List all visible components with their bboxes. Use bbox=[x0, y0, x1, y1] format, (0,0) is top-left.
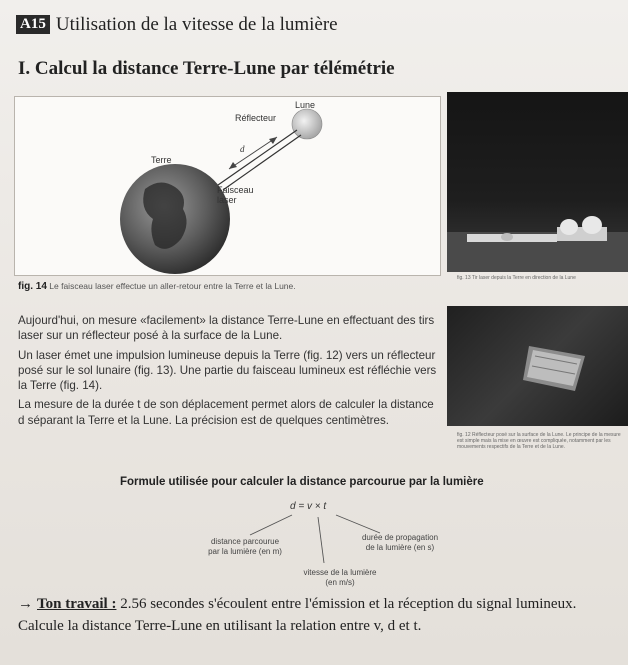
formula-title: Formule utilisée pour calculer la distance parcourue par la lumière bbox=[120, 476, 484, 488]
label-distance: d bbox=[240, 144, 245, 154]
earth-moon-diagram bbox=[15, 97, 440, 275]
distance-arrow bbox=[229, 137, 277, 169]
figure-12-photo bbox=[447, 306, 628, 426]
observatory-photo bbox=[447, 92, 628, 272]
moon-globe bbox=[292, 109, 322, 139]
figure-12-caption: fig. 12 Réflecteur posé sur la surface de la Lune. Le principe de la mesure est simple mais la mise en œuvre est compliquée, notamment par les mouvements respectifs de la Terre et de la Lune. bbox=[457, 432, 621, 450]
label-moon: Lune bbox=[295, 100, 316, 110]
label-speed-def: vitesse de la lumière (en m/s) bbox=[303, 568, 377, 587]
formula-expression: d = v × t bbox=[290, 501, 327, 512]
paragraph-2: Un laser émet une impulsion lumineuse depuis la Terre (fig. 12) vers un réflecteur posé sur le sol lunaire (fig. 13). Une partie du faisceau lumineux est réfléchie vers la Terre (fig. 14). bbox=[18, 348, 437, 393]
figure-13-caption: fig. 13 Tir laser depuis la Terre en direction de la Lune bbox=[457, 275, 576, 281]
label-distance-def: distance parcourue par la lumière (en m) bbox=[208, 537, 282, 556]
body-text bbox=[18, 313, 438, 432]
activity-title: Utilisation de la vitesse de la lumière bbox=[55, 14, 338, 35]
reflector-photo bbox=[447, 306, 628, 426]
paragraph-1: Aujourd'hui, on mesure «facilement» la distance Terre-Lune en effectuant des tirs laser sur un réflecteur posé à la surface de la Lune. bbox=[18, 314, 435, 343]
task-label: Ton travail : bbox=[37, 596, 117, 612]
label-earth: Terre bbox=[151, 155, 172, 165]
distance-arrowhead-top bbox=[269, 137, 277, 144]
figure-14-diagram bbox=[14, 96, 441, 276]
task-arrow: → bbox=[18, 596, 33, 612]
figure-14-caption: fig. 14 Le faisceau laser effectue un aller-retour entre la Terre et la Lune. bbox=[18, 281, 296, 292]
label-reflector: Réflecteur bbox=[235, 113, 277, 123]
activity-header bbox=[16, 14, 338, 36]
label-beam-2: laser bbox=[217, 195, 237, 205]
paragraph-3: La mesure de la durée t de son déplacement permet alors de calculer la distance d séparant la Terre et la Lune. La précision est de quelques centimètres. bbox=[18, 398, 434, 427]
label-duration-def: durée de propagation de la lumière (en s) bbox=[361, 533, 439, 552]
figure-13-photo bbox=[447, 92, 628, 272]
task-text: 2.56 secondes s'écoulent entre l'émission et la réception du signal lumineux. Calcule la distance Terre-Lune en utilisant la relation entre v, d et t. bbox=[18, 596, 577, 634]
label-beam-1: Faisceau bbox=[217, 185, 254, 195]
activity-badge: A15 bbox=[16, 15, 50, 34]
task-block bbox=[18, 593, 618, 637]
laser-beam-back bbox=[223, 135, 301, 190]
section-title: I. Calcul la distance Terre-Lune par télémétrie bbox=[18, 58, 395, 79]
laser-beam-out bbox=[218, 130, 297, 185]
distance-arrowhead-bottom bbox=[229, 162, 237, 169]
